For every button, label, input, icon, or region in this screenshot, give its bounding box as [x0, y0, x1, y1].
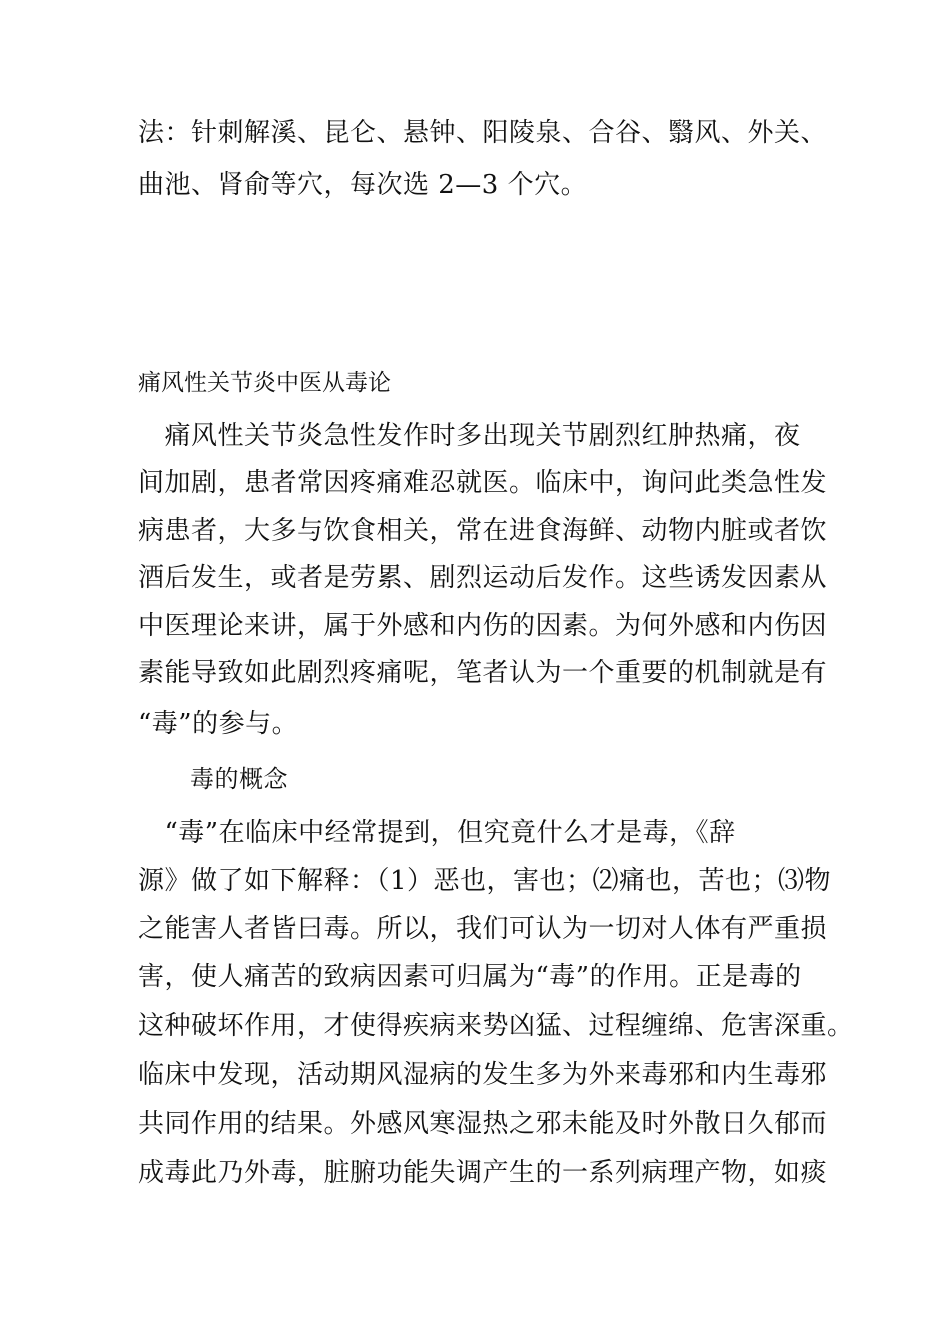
intro-line-1: 法：针刺解溪、昆仑、悬钟、阳陵泉、合谷、翳风、外关、	[138, 118, 828, 148]
intro-line-2: 曲池、肾俞等穴，每次选 2—3 个穴。	[138, 170, 588, 200]
paragraph2-line-5: 这种破坏作用，才使得疾病来势凶猛、过程缠绵、危害深重。	[138, 1011, 854, 1041]
article-title: 痛风性关节炎中医从毒论	[138, 370, 391, 396]
paragraph2-line-4: 害，使人痛苦的致病因素可归属为“毒”的作用。正是毒的	[138, 962, 802, 992]
paragraph1-line-7: “毒”的参与。	[138, 709, 299, 739]
paragraph1-line-1: 痛风性关节炎急性发作时多出现关节剧烈红肿热痛，夜	[138, 421, 801, 451]
paragraph1-line-5: 中医理论来讲，属于外感和内伤的因素。为何外感和内伤因	[138, 611, 828, 641]
paragraph2-line-3: 之能害人者皆曰毒。所以，我们可认为一切对人体有严重损	[138, 914, 828, 944]
paragraph1-line-3: 病患者，大多与饮食相关，常在进食海鲜、动物内脏或者饮	[138, 516, 828, 546]
paragraph1-line-2: 间加剧，患者常因疼痛难忍就医。临床中，询问此类急性发	[138, 468, 828, 498]
paragraph2-line-8: 成毒此乃外毒，脏腑功能失调产生的一系列病理产物，如痰	[138, 1158, 828, 1188]
paragraph2-line-7: 共同作用的结果。外感风寒湿热之邪未能及时外散日久郁而	[138, 1109, 828, 1139]
paragraph2-line-6: 临床中发现，活动期风湿病的发生多为外来毒邪和内生毒邪	[138, 1060, 828, 1090]
subheading: 毒的概念	[190, 765, 288, 793]
paragraph1-line-6: 素能导致如此剧烈疼痛呢，笔者认为一个重要的机制就是有	[138, 658, 828, 688]
paragraph1-line-4: 酒后发生，或者是劳累、剧烈运动后发作。这些诱发因素从	[138, 563, 828, 593]
paragraph2-line-2: 源》做了如下解释：（1）恶也，害也；⑵痛也，苦也；⑶物	[138, 866, 832, 896]
paragraph2-line-1: “毒”在临床中经常提到，但究竟什么才是毒，《辞	[138, 818, 736, 848]
